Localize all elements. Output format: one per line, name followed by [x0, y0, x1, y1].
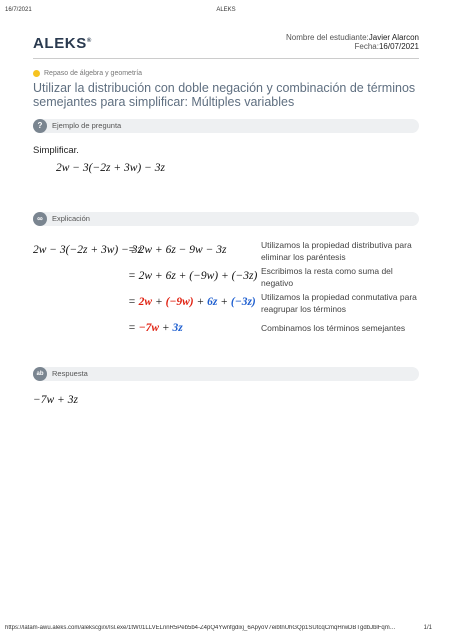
- step-1-math: = 2w + 6z − 9w − 3z: [128, 244, 227, 256]
- step-3-neg-z-term: (−3z): [230, 296, 256, 308]
- logo-text: ALEKS: [33, 35, 87, 52]
- step-4-math: [128, 322, 183, 334]
- step-3-equals: =: [128, 296, 136, 308]
- page-number: 1/1: [423, 625, 432, 631]
- step-4-z-term: 3z: [172, 322, 183, 334]
- student-name-line: [286, 33, 419, 42]
- step-3-z-term: 6z: [207, 296, 218, 308]
- step-3-neg-w-term: (−9w): [165, 296, 194, 308]
- topic-category: Repaso de álgebra y geometría: [44, 70, 143, 77]
- date-label: Fecha:: [354, 42, 379, 51]
- print-title: ALEKS: [216, 7, 236, 13]
- student-date: 16/07/2021: [378, 42, 419, 51]
- answer-section-bar: [33, 367, 419, 381]
- step-3-w-term: 2w: [138, 296, 153, 308]
- explanation-section-bar: [33, 212, 419, 226]
- header-divider: [33, 58, 419, 59]
- question-icon: ?: [33, 119, 47, 133]
- answer-section-label: Respuesta: [52, 369, 88, 378]
- explanation-lhs: 2w − 3(−2z + 3w) − 3z: [33, 244, 142, 256]
- question-prompt: Simplificar.: [33, 145, 79, 156]
- step-2-math: = 2w + 6z + (−9w) + (−3z): [128, 270, 258, 282]
- step-4-plus: +: [161, 322, 170, 334]
- question-section-label: Ejemplo de pregunta: [52, 121, 122, 130]
- step-3-plus: +: [154, 296, 163, 308]
- question-section-bar: [33, 119, 419, 133]
- step-3-plus: +: [220, 296, 229, 308]
- footer-url: https://latam-awu.aleks.com/alekscgi/x/Isl.exe/1tW01LLVELnnR5Peb5b4-Z4pQ4Ywnfgdixj_6ApyoV7eibtnUhGQp1SUtcqCmqHrwDBTgdbJblFqm…: [5, 625, 396, 631]
- step-3-math: [128, 296, 256, 308]
- aleks-logo: [33, 35, 92, 52]
- step-3-plus: +: [196, 296, 205, 308]
- category-dot-icon: [33, 70, 40, 77]
- page-title: Utilizar la distribución con doble negación y combinación de términos semejantes para simplificar: Múltiples variables: [33, 81, 416, 109]
- print-date: 16/7/2021: [5, 7, 32, 13]
- topic-category-row: [33, 70, 142, 77]
- answer-icon: ab: [33, 367, 47, 381]
- student-date-line: [354, 42, 419, 51]
- question-expression: 2w − 3(−2z + 3w) − 3z: [56, 162, 165, 174]
- step-4-text: Combinamos los términos semejantes: [261, 323, 406, 333]
- step-3-text: Utilizamos la propiedad conmutativa para reagrupar los términos: [261, 292, 417, 314]
- explanation-section-label: Explicación: [52, 214, 90, 223]
- step-4-w-term: −7w: [138, 322, 160, 334]
- step-1-text: Utilizamos la propiedad distributiva para eliminar los paréntesis: [261, 240, 412, 262]
- step-4-equals: =: [128, 322, 136, 334]
- step-2-text: Escribimos la resta como suma del negativo: [261, 266, 393, 288]
- student-name-label: Nombre del estudiante:: [286, 33, 369, 42]
- infinity-icon: ∞: [33, 212, 47, 226]
- student-name: Javier Alarcon: [368, 33, 419, 42]
- registered-mark: ®: [86, 38, 92, 44]
- answer-expression: −7w + 3z: [33, 394, 78, 406]
